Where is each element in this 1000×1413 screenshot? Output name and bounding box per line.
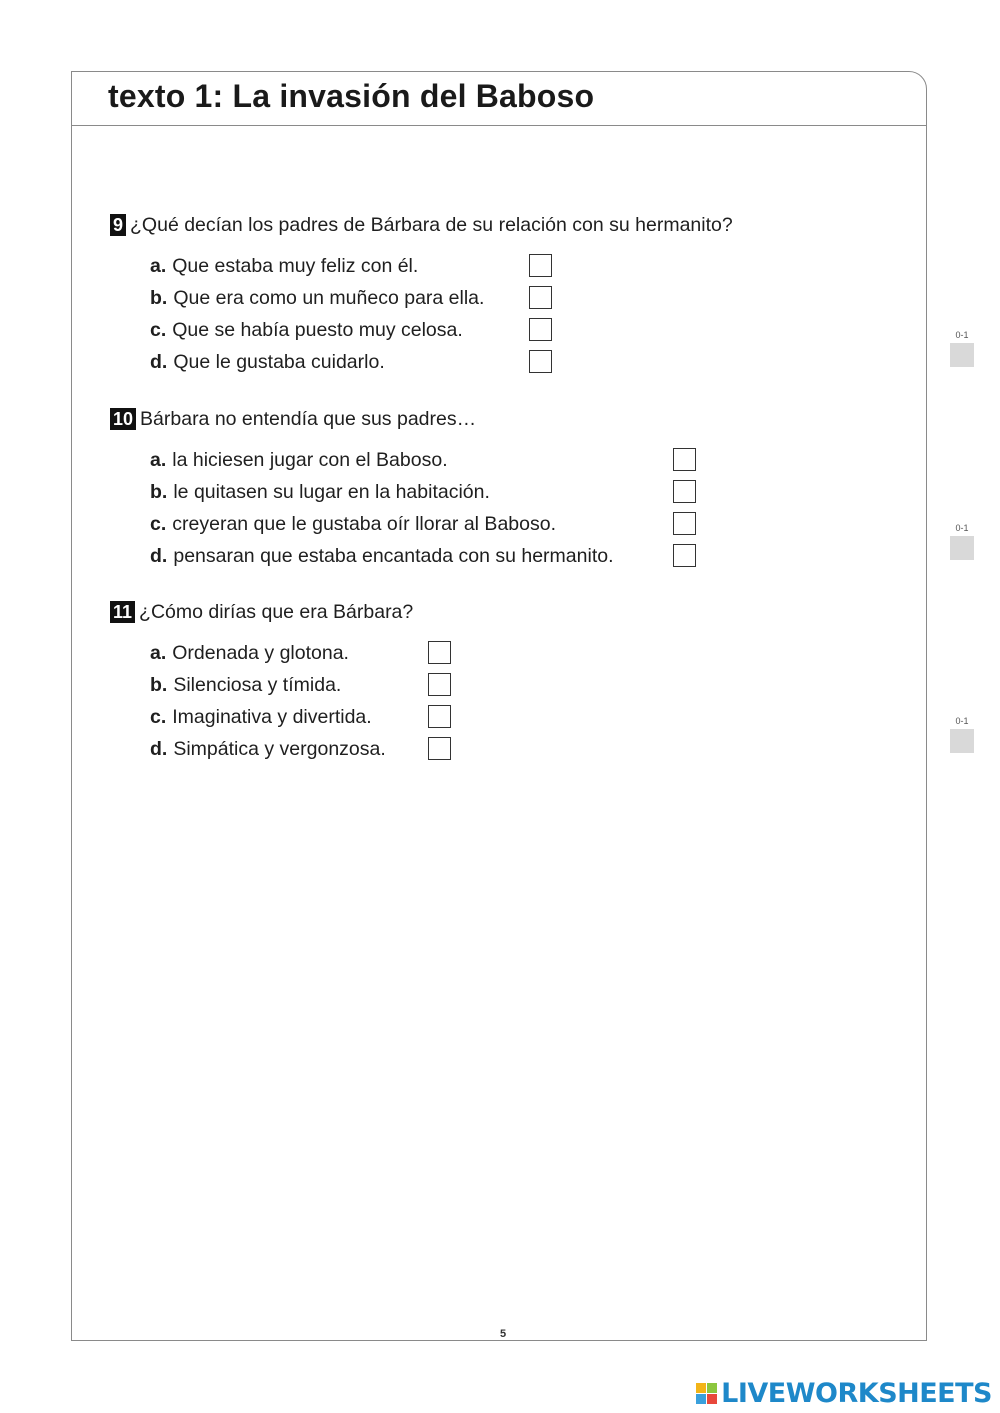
answer-checkbox-10c[interactable] bbox=[673, 512, 696, 535]
score-label: 0-1 bbox=[955, 523, 969, 533]
option-d bbox=[150, 540, 614, 572]
option-c bbox=[150, 508, 614, 540]
option-b bbox=[150, 476, 614, 508]
option-a bbox=[150, 250, 733, 282]
liveworksheets-logo-icon bbox=[696, 1383, 717, 1404]
option-text: pensaran que estaba encantada con su hermanito. bbox=[173, 544, 614, 567]
page-footer bbox=[71, 1328, 927, 1348]
question-9 bbox=[110, 212, 733, 378]
page-title: texto 1: La invasión del Baboso bbox=[108, 78, 595, 114]
option-letter: c. bbox=[150, 318, 167, 341]
option-b bbox=[150, 282, 733, 314]
option-letter: b. bbox=[150, 286, 168, 309]
title-rule bbox=[71, 125, 927, 126]
option-d bbox=[150, 733, 413, 765]
answer-checkbox-10d[interactable] bbox=[673, 544, 696, 567]
liveworksheets-brand bbox=[696, 1378, 992, 1409]
option-text: Que era como un muñeco para ella. bbox=[173, 286, 485, 309]
question-text: ¿Cómo dirías que era Bárbara? bbox=[139, 600, 414, 623]
score-box-9 bbox=[950, 330, 974, 367]
option-text: Silenciosa y tímida. bbox=[173, 673, 342, 696]
option-letter: d. bbox=[150, 737, 168, 760]
brand-text: LIVEWORKSHEETS bbox=[721, 1378, 992, 1409]
score-box-10 bbox=[950, 523, 974, 560]
option-text: Que le gustaba cuidarlo. bbox=[173, 350, 385, 373]
answer-checkbox-9c[interactable] bbox=[529, 318, 552, 341]
score-box-11 bbox=[950, 716, 974, 753]
logo-tile bbox=[707, 1383, 717, 1393]
logo-tile bbox=[696, 1394, 706, 1404]
option-text: Ordenada y glotona. bbox=[172, 641, 349, 664]
score-square bbox=[950, 536, 974, 560]
option-a bbox=[150, 637, 413, 669]
answer-checkbox-10a[interactable] bbox=[673, 448, 696, 471]
question-line bbox=[110, 212, 733, 238]
option-c bbox=[150, 314, 733, 346]
question-text: Bárbara no entendía que sus padres… bbox=[140, 407, 477, 430]
option-d bbox=[150, 346, 733, 378]
score-label: 0-1 bbox=[955, 330, 969, 340]
answer-checkbox-10b[interactable] bbox=[673, 480, 696, 503]
answer-checkbox-9b[interactable] bbox=[529, 286, 552, 309]
option-a bbox=[150, 444, 614, 476]
option-text: Simpática y vergonzosa. bbox=[173, 737, 386, 760]
score-label: 0-1 bbox=[955, 716, 969, 726]
page-number: 5 bbox=[487, 1328, 519, 1340]
option-letter: c. bbox=[150, 705, 167, 728]
option-letter: a. bbox=[150, 254, 167, 277]
question-number: 10 bbox=[110, 408, 136, 430]
option-b bbox=[150, 669, 413, 701]
option-text: Que estaba muy feliz con él. bbox=[172, 254, 419, 277]
option-letter: b. bbox=[150, 673, 168, 696]
option-letter: b. bbox=[150, 480, 168, 503]
answer-checkbox-11a[interactable] bbox=[428, 641, 451, 664]
answer-checkbox-9a[interactable] bbox=[529, 254, 552, 277]
logo-tile bbox=[696, 1383, 706, 1393]
option-text: la hiciesen jugar con el Baboso. bbox=[172, 448, 448, 471]
option-letter: d. bbox=[150, 544, 168, 567]
question-number: 9 bbox=[110, 214, 126, 236]
option-c bbox=[150, 701, 413, 733]
option-text: creyeran que le gustaba oír llorar al Baboso. bbox=[172, 512, 556, 535]
question-text: ¿Qué decían los padres de Bárbara de su relación con su hermanito? bbox=[130, 213, 733, 236]
question-line bbox=[110, 599, 413, 625]
option-text: Que se había puesto muy celosa. bbox=[172, 318, 463, 341]
answer-checkbox-9d[interactable] bbox=[529, 350, 552, 373]
question-number: 11 bbox=[110, 601, 135, 623]
option-letter: d. bbox=[150, 350, 168, 373]
logo-tile bbox=[707, 1394, 717, 1404]
question-line bbox=[110, 406, 614, 432]
option-letter: a. bbox=[150, 641, 167, 664]
score-square bbox=[950, 729, 974, 753]
option-text: le quitasen su lugar en la habitación. bbox=[173, 480, 490, 503]
question-10 bbox=[110, 406, 614, 572]
option-text: Imaginativa y divertida. bbox=[172, 705, 372, 728]
option-letter: c. bbox=[150, 512, 167, 535]
score-square bbox=[950, 343, 974, 367]
question-11 bbox=[110, 599, 413, 765]
answer-checkbox-11c[interactable] bbox=[428, 705, 451, 728]
answer-checkbox-11b[interactable] bbox=[428, 673, 451, 696]
option-letter: a. bbox=[150, 448, 167, 471]
answer-checkbox-11d[interactable] bbox=[428, 737, 451, 760]
